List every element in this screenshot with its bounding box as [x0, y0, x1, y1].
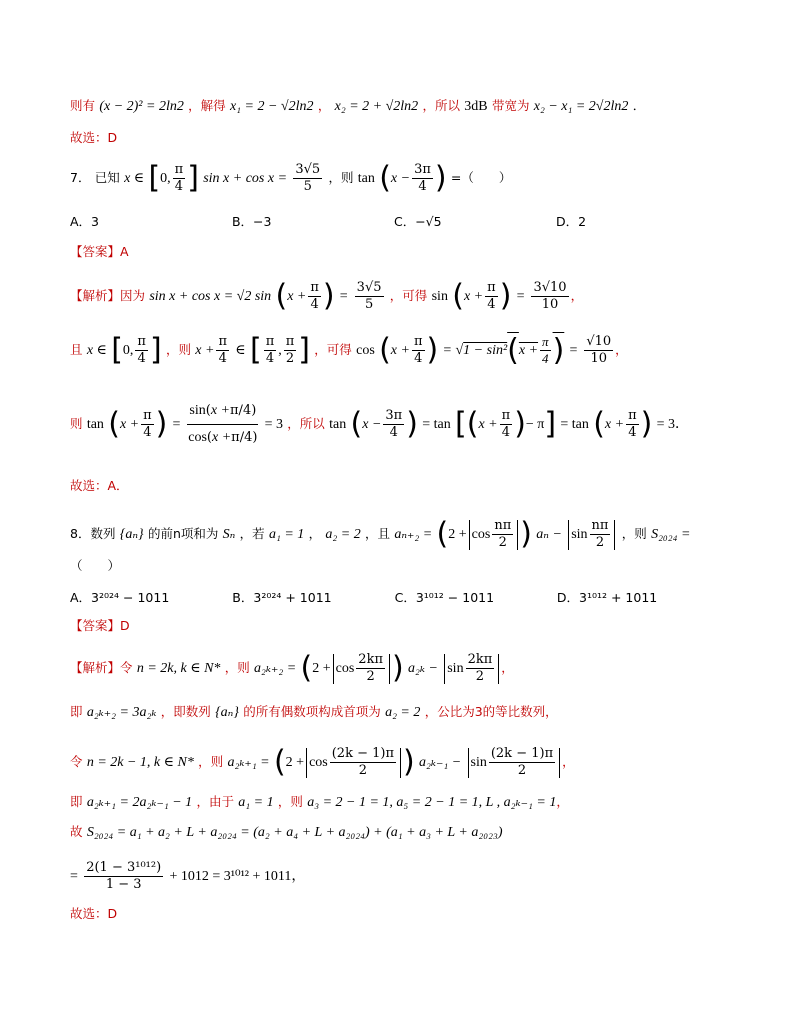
numerator: π	[542, 334, 549, 350]
text: 0,	[160, 171, 171, 186]
numerator: 3√5	[295, 162, 321, 177]
text: 即	[70, 794, 83, 809]
equation: aₙ −	[536, 527, 562, 542]
equation: x +	[390, 343, 410, 358]
fraction	[308, 280, 321, 313]
numerator: 3√10	[533, 280, 567, 295]
fraction	[293, 162, 322, 195]
fraction	[356, 652, 385, 685]
denominator: 4	[174, 179, 184, 194]
function: sin	[571, 527, 588, 542]
equation: a₂ₖ −	[408, 661, 438, 676]
denominator: 4	[418, 179, 427, 194]
fraction	[412, 334, 425, 367]
question-7	[70, 162, 511, 195]
numerator: 3π	[385, 408, 403, 423]
text: ，	[501, 660, 514, 675]
equation: x +	[463, 289, 484, 304]
numerator: π	[265, 334, 275, 349]
solution-8-line1: 【解析】令 n = 2k, k ∈ N* ，则 a₂ₖ₊₂ = (2 + cos $\frac{2k\pi}{2}$ ) a₂ₖ − sin $\frac{2k\pi}{2}$ ，	[70, 650, 514, 686]
fraction	[466, 652, 495, 685]
equation: 2 +	[448, 527, 467, 542]
solution-label: 【解析】	[70, 288, 121, 303]
option-b: B．−3	[231, 214, 272, 229]
equation: 1 − sin²	[463, 343, 508, 358]
equation: x ∈	[86, 343, 107, 358]
denominator: 4	[414, 351, 423, 366]
question-8-blank: （ ）	[70, 558, 121, 573]
equation: = tan	[422, 417, 451, 432]
denominator: 4	[628, 425, 637, 440]
function: tan	[86, 417, 104, 432]
equation: x₂ = 2 + √2ln2	[334, 99, 419, 114]
denominator: 2	[475, 669, 485, 684]
function: sin	[447, 661, 464, 676]
text: ，可得	[314, 342, 352, 357]
numerator: √10	[586, 334, 612, 349]
option-c: C．−√5	[393, 214, 442, 229]
fraction	[500, 408, 513, 441]
text: ，则	[328, 170, 354, 185]
denominator: 4	[501, 425, 511, 440]
numerator: π	[137, 334, 146, 349]
equation: S₂₀₂₄ = a₁ + a₂ + L + a₂₀₂₄ = (a₂ + a₄ + L + a₂₀₂₄) + (a₁ + a₃ + L + a₂₀₂₃)	[86, 825, 503, 840]
text: 已知	[94, 170, 120, 185]
question-number: 7．	[70, 170, 91, 185]
options-8	[70, 588, 715, 608]
paren: (	[275, 278, 288, 314]
text: ，所以	[287, 416, 325, 431]
equation: a₃ = 2 − 1 = 1, a₅ = 2 − 1 = 1, L , a₂ₖ₋₁ = 1	[307, 795, 557, 810]
text: 即	[70, 704, 83, 719]
numerator: (2k − 1)π	[331, 746, 394, 761]
fraction	[492, 518, 513, 551]
text: 且	[70, 342, 83, 357]
option-d: D．3¹⁰¹² + 1011	[556, 590, 658, 605]
text: ，	[556, 794, 569, 809]
function: sin	[470, 755, 487, 770]
equation: x +	[119, 417, 140, 432]
text: ，即数列	[160, 704, 211, 719]
denominator: 4	[310, 297, 319, 312]
denominator: 2	[595, 535, 605, 550]
denominator: 4	[542, 351, 549, 367]
text: ，则	[198, 754, 224, 769]
text: ，可得	[389, 288, 428, 303]
fraction	[590, 518, 611, 551]
numerator: 3√5	[356, 280, 382, 295]
denominator: 2	[517, 763, 527, 778]
equation: − π	[525, 417, 545, 432]
paren: (	[379, 160, 391, 196]
equation: x₂ − x₁ = 2√2ln2	[533, 99, 629, 114]
equation: {aₙ}	[119, 527, 144, 542]
equation: sin x + cos x =	[203, 171, 288, 186]
equation: n = 2k, k ∈ N*	[136, 661, 221, 676]
answer-7: 【答案】A	[70, 244, 129, 259]
function: cos	[335, 661, 355, 676]
equation: a₂ₖ₊₂ =	[254, 661, 297, 676]
text: ，所以	[422, 98, 460, 113]
options-7	[70, 212, 714, 232]
numerator: π	[143, 408, 152, 423]
denominator: 4	[143, 425, 152, 440]
numerator: 2kπ	[358, 652, 383, 667]
fraction	[626, 408, 639, 441]
denominator: 2	[366, 669, 375, 684]
fraction	[383, 408, 404, 441]
numerator: π	[174, 162, 184, 177]
equation: x₁ = 2 − √2ln2	[229, 99, 314, 114]
denominator: 4	[137, 351, 146, 366]
text: ，公比为3的等比数列，	[424, 704, 558, 719]
question-number: 8．	[70, 526, 91, 541]
denominator: 1 − 3	[105, 877, 142, 892]
text: 则	[70, 416, 83, 431]
solution6-width-line	[70, 96, 645, 117]
equation: = tan	[560, 417, 589, 432]
text: 的前n项和为	[147, 526, 219, 541]
equation: x −	[390, 171, 411, 186]
function: tan	[329, 417, 347, 432]
text: 则有	[70, 98, 96, 113]
function: tan	[357, 171, 375, 186]
fraction	[173, 162, 186, 195]
equation: sin x + cos x = √2 sin	[149, 289, 272, 304]
denominator: 5	[364, 297, 374, 312]
fraction	[216, 334, 229, 367]
text: 故	[70, 824, 83, 839]
equation: 2 +	[312, 661, 331, 676]
text: 因为	[120, 288, 146, 303]
equation: (x − 2)² = 2ln2	[99, 99, 184, 114]
option-d: D．2	[555, 214, 587, 229]
text: ，则	[224, 660, 250, 675]
text: 带宽为	[491, 98, 530, 113]
denominator: 4	[218, 351, 227, 366]
fraction	[135, 334, 148, 367]
equation: x +	[478, 417, 498, 432]
numerator: π	[628, 408, 637, 423]
equation: + 1012 = 3¹⁰¹² + 1011，	[169, 869, 306, 884]
equation: x ∈	[124, 171, 145, 186]
choice-7: 故选：A．	[70, 478, 129, 493]
equation: x +	[604, 417, 625, 432]
text: ，则	[165, 342, 191, 357]
equation: a₁ = 1	[238, 795, 274, 810]
text: 令	[120, 660, 133, 675]
numerator: π	[487, 280, 496, 295]
fraction	[141, 408, 154, 441]
equation: = 3．	[656, 417, 690, 432]
text: ，且	[365, 526, 391, 541]
denominator: 4	[389, 425, 398, 440]
numerator: nπ	[494, 518, 512, 533]
numerator: 2(1 − 3¹⁰¹²)	[86, 860, 162, 875]
numerator: (2k − 1)π	[490, 746, 554, 761]
equation: {aₙ}	[215, 705, 239, 720]
numerator: π	[310, 280, 319, 295]
denominator: 2	[358, 763, 367, 778]
fraction	[355, 280, 384, 313]
equation: a₁ = 1	[268, 527, 305, 542]
equation: x +	[212, 430, 232, 445]
option-b: B．3²⁰²⁴ + 1011	[232, 590, 332, 605]
fraction	[531, 280, 568, 313]
function: sin	[431, 289, 448, 304]
fraction	[330, 746, 396, 779]
text: =（ ）	[450, 170, 512, 185]
text: ，解得	[188, 98, 226, 113]
equation: a₂ₖ₊₁ =	[227, 755, 270, 770]
answer-8: 【答案】D	[70, 618, 130, 633]
fraction	[489, 746, 555, 779]
choice-8: 故选：D	[70, 906, 118, 921]
solution-8-line6	[70, 860, 305, 893]
text: 令	[70, 754, 83, 769]
fraction	[284, 334, 297, 367]
choice-6: 故选：D	[70, 130, 118, 145]
equation: x +	[195, 343, 215, 358]
solution-8-line2	[70, 702, 558, 723]
fraction	[584, 334, 613, 367]
text: 0,	[122, 343, 134, 358]
option-a: A．3	[70, 214, 100, 229]
text: ，	[317, 98, 331, 113]
equation: ∈	[235, 343, 246, 358]
equation: a₂ₖ₊₂ = 3a₂ₖ	[86, 705, 157, 720]
option-a: A．3²⁰²⁴ − 1011	[70, 590, 170, 605]
paren: )	[322, 278, 335, 314]
denominator: 2	[285, 351, 295, 366]
bracket: ]	[187, 160, 199, 196]
big-fraction: $\frac{\sin(x +\pi/4)}{\cos(x +\pi/4)}$	[187, 398, 258, 451]
solution-label: 【解析】	[70, 660, 121, 675]
numerator: π	[413, 334, 423, 349]
fraction	[84, 860, 163, 893]
text: ，	[562, 754, 575, 769]
solution-8-line4	[70, 792, 569, 813]
solution-8-line3: 令 n = 2k − 1, k ∈ N* ，则 a₂ₖ₊₁ = (2 + cos $\frac{(2k - 1)\pi}{2}$ ) a₂ₖ₋₁ − sin $\frac{(2k - 1)\pi}{2}$ ，	[70, 744, 575, 780]
denominator: 4	[265, 351, 275, 366]
text: 3dB	[464, 99, 488, 114]
bracket: [	[148, 160, 161, 196]
text: ，则	[277, 794, 303, 809]
solution-7-line1: 【解析】因为 sin x + cos x = √2 sin (x + $\frac{\pi}{4}$ ) = $\frac{3√5}{5}$ ，可得 sin (x + $\frac{\pi}{4}$ ) = $\frac{3√10}{10}$ ，	[70, 278, 584, 314]
text: ，由于	[196, 794, 234, 809]
equation: aₙ₊₂ =	[394, 527, 433, 542]
denominator: 4	[487, 297, 496, 312]
solution-7-line2: 且 x ∈ [0, $\frac{\pi}{4}$ ] ，则 x + $\frac{\pi}{4}$ ∈ [ $\frac{\pi}{4}$ , $\frac{\pi}{2}$ ] ，可得 cos (x + $\frac{\pi}{4}$ ) = √1 − sin²(x + $\frac{\pi}{4}$ ) = $\frac{√10}{10}$ ，	[70, 332, 628, 368]
equation: =	[70, 869, 78, 884]
radical: 1 − sin²(x + $\frac{\pi}{4}$ )	[463, 332, 565, 368]
function: cos	[309, 755, 328, 770]
equation: x −	[362, 417, 382, 432]
equation: x +	[518, 343, 539, 358]
fraction	[485, 280, 498, 313]
equation: x +	[287, 289, 307, 304]
text: ，则	[621, 526, 647, 541]
denominator: 5	[303, 179, 312, 194]
numerator: 3π	[414, 162, 431, 177]
equation: S₂₀₂₄ =	[651, 527, 691, 542]
equation: x +	[210, 403, 231, 418]
equation: a₂ = 2	[385, 705, 421, 720]
fraction	[412, 162, 433, 195]
text: ，	[570, 288, 584, 303]
numerator: π	[501, 408, 511, 423]
function: cos	[471, 527, 491, 542]
text: 的所有偶数项构成首项为	[243, 704, 381, 719]
solution-8-line5	[70, 822, 503, 843]
question-8: 8．数列 {aₙ} 的前n项和为 Sₙ ，若 a₁ = 1 ， a₂ = 2 ，且 aₙ₊₂ = (2 + cos $\frac{n\pi}{2}$ ) aₙ − sin $\frac{n\pi}{2}$ ，则 S₂₀₂₄ =	[70, 516, 691, 552]
equation: = 3	[264, 417, 283, 432]
equation: Sₙ	[222, 527, 236, 542]
equation: a₂ₖ₊₁ = 2a₂ₖ₋₁ − 1	[86, 795, 193, 810]
equation: a₂ = 2	[325, 527, 361, 542]
fraction	[540, 334, 551, 367]
paren: )	[434, 160, 447, 196]
numerator: 2kπ	[467, 652, 493, 667]
text: ，	[615, 342, 628, 357]
equation: a₂ₖ₋₁ −	[419, 755, 462, 770]
numerator: π	[285, 334, 295, 349]
denominator: 2	[498, 535, 507, 550]
solution-7-line3: 则 tan (x + $\frac{\pi}{4}$ ) = $\frac{\sin(x +\pi/4)}{\cos(x +\pi/4)}$ = 3 ，所以 tan (x − $\frac{3\pi}{4}$ ) = tan [(x + $\frac{\pi}{4}$ )− π] = tan (x + $\frac{\pi}{4}$ ) = 3．	[70, 398, 689, 451]
fraction	[264, 334, 277, 367]
text: ，	[308, 526, 322, 541]
equation: 2 +	[285, 755, 305, 770]
denominator: 10	[590, 351, 608, 366]
equation: n = 2k − 1, k ∈ N*	[86, 755, 194, 770]
function: cos	[356, 343, 375, 358]
text: ．	[632, 98, 646, 113]
text: 数列	[90, 526, 116, 541]
numerator: π	[218, 334, 227, 349]
numerator: nπ	[591, 518, 609, 533]
option-c: C．3¹⁰¹² − 1011	[394, 590, 495, 605]
function: sin	[189, 403, 206, 418]
denominator: 10	[541, 297, 559, 312]
function: cos	[188, 430, 207, 445]
text: ，若	[239, 526, 265, 541]
